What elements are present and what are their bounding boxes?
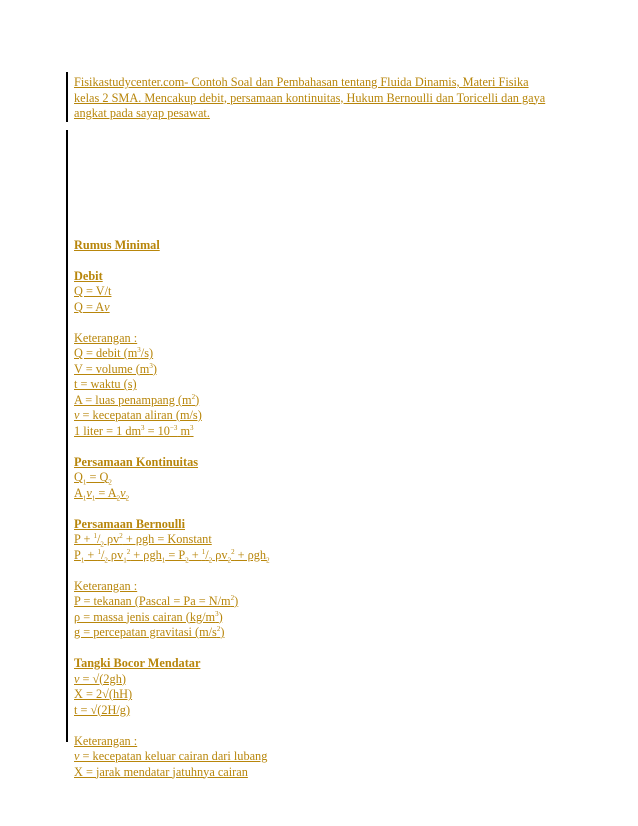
bernoulli-formula-2[interactable]: $P_1 + ^1/_2$ $\rho v_1^2 + \rho gh_1 = P_2 + ^1/_2$ $\rho v_2^2 + \rho gh_2$	[74, 547, 270, 564]
margin-bar-top	[66, 72, 68, 122]
keterangan-waktu[interactable]: t = waktu (s)	[74, 377, 137, 391]
keterangan-luas[interactable]: A = luas penampang $(m^2)$	[74, 392, 200, 407]
keterangan-liter[interactable]: 1 liter = 1 $dm^3 = 10^{-3}$ $m^3$	[74, 423, 194, 438]
intro-line-2[interactable]: kelas 2 SMA. Mencakup debit, persamaan kontinuitas, Hukum Bernoulli dan Toricelli dan gaya	[74, 90, 546, 105]
keterangan-3-title[interactable]: Keterangan :	[74, 733, 138, 748]
intro-line-1[interactable]: Fisikastudycenter.com- Contoh Soal dan Pembahasan tentang Fluida Dinamis, Materi Fisika	[74, 75, 529, 89]
tangki-formula-1[interactable]: v = √(2gh)	[74, 671, 126, 686]
intro-line-3[interactable]: angkat pada sayap pesawat.	[74, 106, 210, 120]
debit-title[interactable]: Debit	[74, 268, 103, 283]
keterangan-jarak[interactable]: X = jarak mendatar jatuhnya cairan	[74, 764, 248, 779]
debit-formula-2[interactable]: Q = Av	[74, 299, 110, 314]
blank-space	[74, 122, 574, 238]
rumus-title[interactable]: Rumus Minimal	[74, 237, 160, 252]
kontinuitas-title[interactable]: Persamaan Kontinuitas	[74, 454, 199, 469]
keterangan-kecepatan[interactable]: v = kecepatan aliran (m/s)	[74, 408, 202, 422]
tangki-formula-3[interactable]: t = √(2H/g)	[74, 702, 131, 717]
tangki-formula-2[interactable]: X = 2√(hH)	[74, 687, 133, 701]
keterangan-massa-jenis[interactable]: ρ = massa jenis cairan $(kg/m^3)$	[74, 609, 223, 624]
bernoulli-title[interactable]: Persamaan Bernoulli	[74, 516, 186, 531]
keterangan-volume[interactable]: V = volume $(m^3)$	[74, 361, 157, 376]
keterangan-tekanan[interactable]: P = tekanan (Pascal = $Pa = N/m^2$)	[74, 593, 239, 608]
kontinuitas-formula-1[interactable]: $Q_1 = Q_2$	[74, 470, 112, 487]
bernoulli-formula-1[interactable]: $P + ^1/_2$ $\rho v^2 + \rho gh$ = Konstant	[74, 531, 212, 549]
document-body	[74, 75, 574, 780]
keterangan-kecepatan-keluar[interactable]: v = kecepatan keluar cairan dari lubang	[74, 749, 268, 763]
keterangan-2-title[interactable]: Keterangan :	[74, 578, 138, 593]
keterangan-q[interactable]: Q = debit $(m^3/s)$	[74, 345, 154, 360]
keterangan-1-title[interactable]: Keterangan :	[74, 330, 138, 345]
debit-formula-1[interactable]: Q = V/t	[74, 284, 112, 298]
kontinuitas-formula-2[interactable]: $A_1v_1 = A_2v_2$	[74, 485, 130, 502]
tangki-title[interactable]: Tangki Bocor Mendatar	[74, 656, 201, 670]
margin-bar-main	[66, 130, 68, 742]
keterangan-gravitasi[interactable]: g = percepatan gravitasi $(m/s^2)$	[74, 624, 225, 639]
